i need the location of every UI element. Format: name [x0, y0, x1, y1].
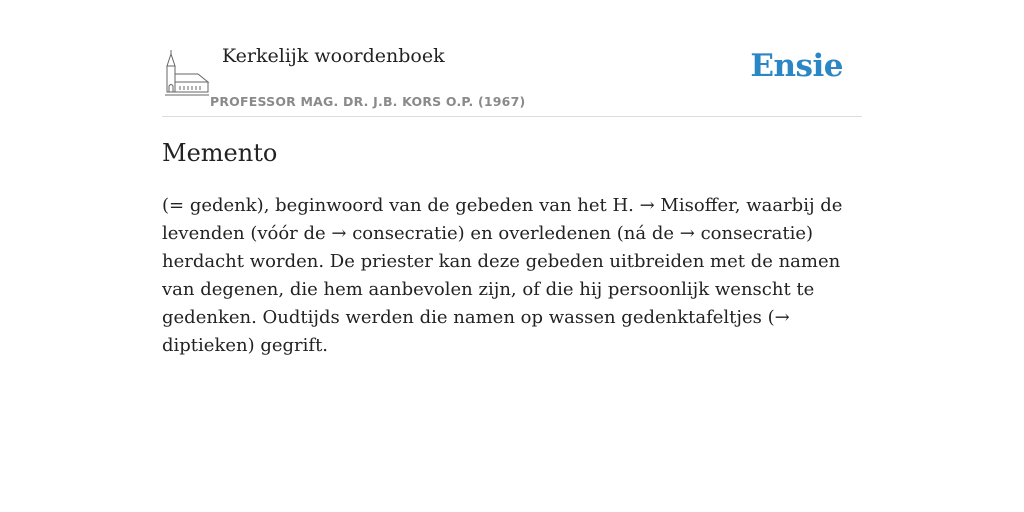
cross-reference-link-consecratie[interactable]: → consecratie [331, 223, 458, 244]
ensie-logo-link[interactable]: Ensie [750, 48, 843, 84]
dictionary-header [162, 0, 862, 117]
dictionary-author: PROFESSOR MAG. DR. J.B. KORS O.P. (1967) [210, 94, 526, 109]
entry-text-segment: ) gegrift. [247, 335, 329, 356]
entry-text-segment: ) en overledenen (ná de [457, 223, 680, 244]
cross-reference-link-diptieken[interactable]: → diptieken [162, 307, 790, 356]
dictionary-title[interactable]: Kerkelijk woordenboek [222, 45, 445, 67]
entry-text-segment: (= gedenk), beginwoord van de gebeden van het H. [162, 195, 640, 216]
entry-title: Memento [162, 139, 278, 167]
cross-reference-link-misoffer[interactable]: → Misoffer [639, 195, 735, 216]
page-container [162, 0, 862, 356]
entry-body [162, 192, 870, 360]
cross-reference-link-consecratie[interactable]: → consecratie [679, 223, 807, 244]
church-icon [164, 48, 210, 96]
entry-text-segment: ) herdacht worden. De priester kan deze gebeden uitbreiden met de namen van degenen, die hem aanbevolen zijn, of die hij persoonlijk wenscht te gedenken. Oudtijds werden die namen op wassen gedenktafeltjes ( [162, 223, 841, 328]
entry-text-segment: , waarbij de levenden (vóór de [162, 195, 843, 244]
